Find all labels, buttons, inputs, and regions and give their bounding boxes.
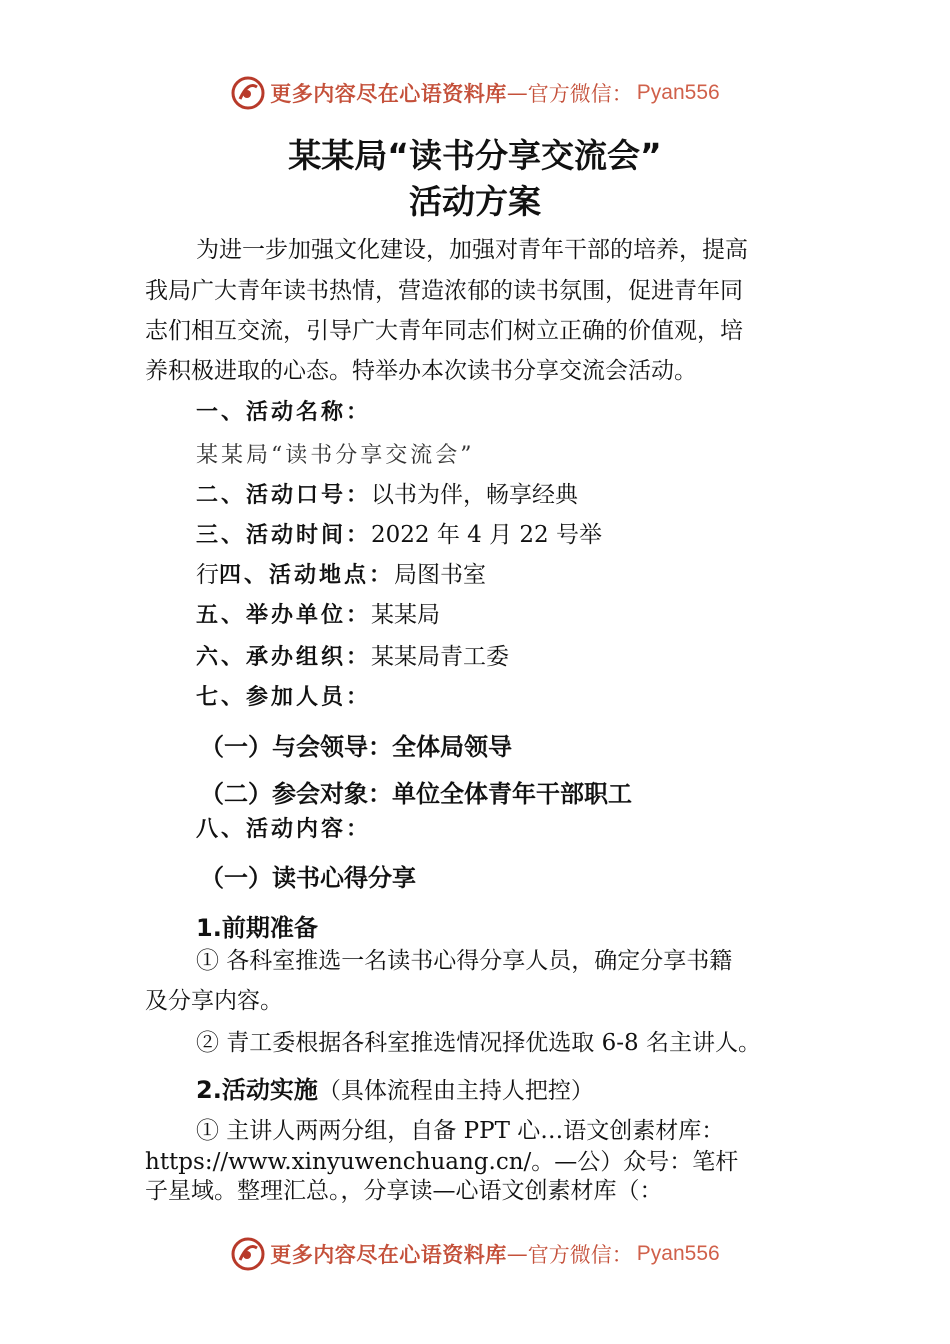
impl-heading: 2.活动实施: [196, 1076, 318, 1104]
section-heading: 四、活动地点：: [219, 563, 395, 588]
section-value: 局图书室: [394, 562, 487, 588]
banner-wechat-id: Pyan556: [636, 1242, 720, 1265]
prep-item-1-cont: 及分享内容。: [145, 988, 283, 1014]
attendee-leaders: （一）与会领导：全体局领导: [200, 733, 512, 761]
section-value: 某某局: [371, 602, 441, 628]
banner-separator: —: [506, 1242, 528, 1266]
impl-item-1-url: https://www.xinyuwenchuang.cn/。—公）众号：笔杆: [145, 1149, 739, 1175]
impl-note: （具体流程由主持人把控）: [317, 1078, 594, 1104]
attendee-targets: （二）参会对象：单位全体青年干部职工: [200, 780, 632, 808]
intro-line-1: 为进一步加强文化建设，加强对青年干部的培养，提高: [196, 237, 748, 263]
section-heading: 八、活动内容：: [196, 817, 372, 842]
section-host: [196, 596, 440, 635]
brand-logo-icon: [230, 1236, 266, 1272]
banner-wechat-label: 官方微信：: [527, 1243, 633, 1267]
time-wrap-text: 行: [196, 562, 219, 588]
prep-heading: 1.前期准备: [196, 914, 318, 942]
section-value: 2022 年 4 月 22 号举: [371, 522, 603, 548]
intro-line-2: 我局广大青年读书热情，营造浓郁的读书氛围，促进青年同: [145, 278, 743, 304]
section-heading: 二、活动口号：: [196, 483, 372, 508]
banner-text: 更多内容尽在心语资料库: [270, 1243, 507, 1267]
content-subheading: （一）读书心得分享: [200, 864, 416, 892]
banner-wechat-id: Pyan556: [636, 81, 720, 104]
section-heading: 一、活动名称：: [196, 400, 372, 425]
banner-wechat-label: 官方微信：: [527, 82, 633, 106]
section-slogan: [196, 476, 578, 515]
section-heading: 六、承办组织：: [196, 645, 372, 670]
doc-title: 某某局“读书分享交流会”: [288, 136, 662, 175]
impl-line: [196, 1071, 594, 1111]
section-heading: 七、参加人员：: [196, 685, 372, 710]
section-content: [196, 810, 371, 849]
section-place: [196, 556, 486, 595]
prep-item-1: ① 各科室推选一名读书心得分享人员，确定分享书籍: [196, 948, 733, 974]
impl-item-1-cont: 子星域。整理汇总。，分享读—心语文创素材库（：: [145, 1178, 663, 1204]
doc-subtitle: 活动方案: [409, 182, 541, 221]
section-heading: 五、举办单位：: [196, 603, 372, 628]
section-value: 以书为伴，畅享经典: [371, 482, 579, 508]
banner-separator: —: [506, 81, 528, 105]
intro-line-4: 养积极进取的心态。特举办本次读书分享交流会活动。: [145, 358, 697, 384]
header-banner: [0, 73, 950, 113]
prep-item-2: ② 青工委根据各科室推选情况择优选取 6-8 名主讲人。: [196, 1030, 761, 1056]
section-name: [196, 393, 371, 432]
banner-text: 更多内容尽在心语资料库: [270, 82, 507, 106]
section-organizer: [196, 638, 509, 677]
section-attendees: [196, 678, 371, 717]
intro-line-3: 志们相互交流，引导广大青年同志们树立正确的价值观，培: [145, 318, 743, 344]
activity-name-value: 某某局“读书分享交流会”: [196, 443, 475, 468]
section-time: [196, 516, 602, 555]
impl-item-1: ① 主讲人两两分组，自备 PPT 心…语文创素材库：: [196, 1118, 725, 1144]
section-value: 某某局青工委: [371, 644, 510, 670]
brand-logo-icon: [230, 75, 266, 111]
section-heading: 三、活动时间：: [196, 523, 372, 548]
footer-banner: [0, 1234, 950, 1274]
